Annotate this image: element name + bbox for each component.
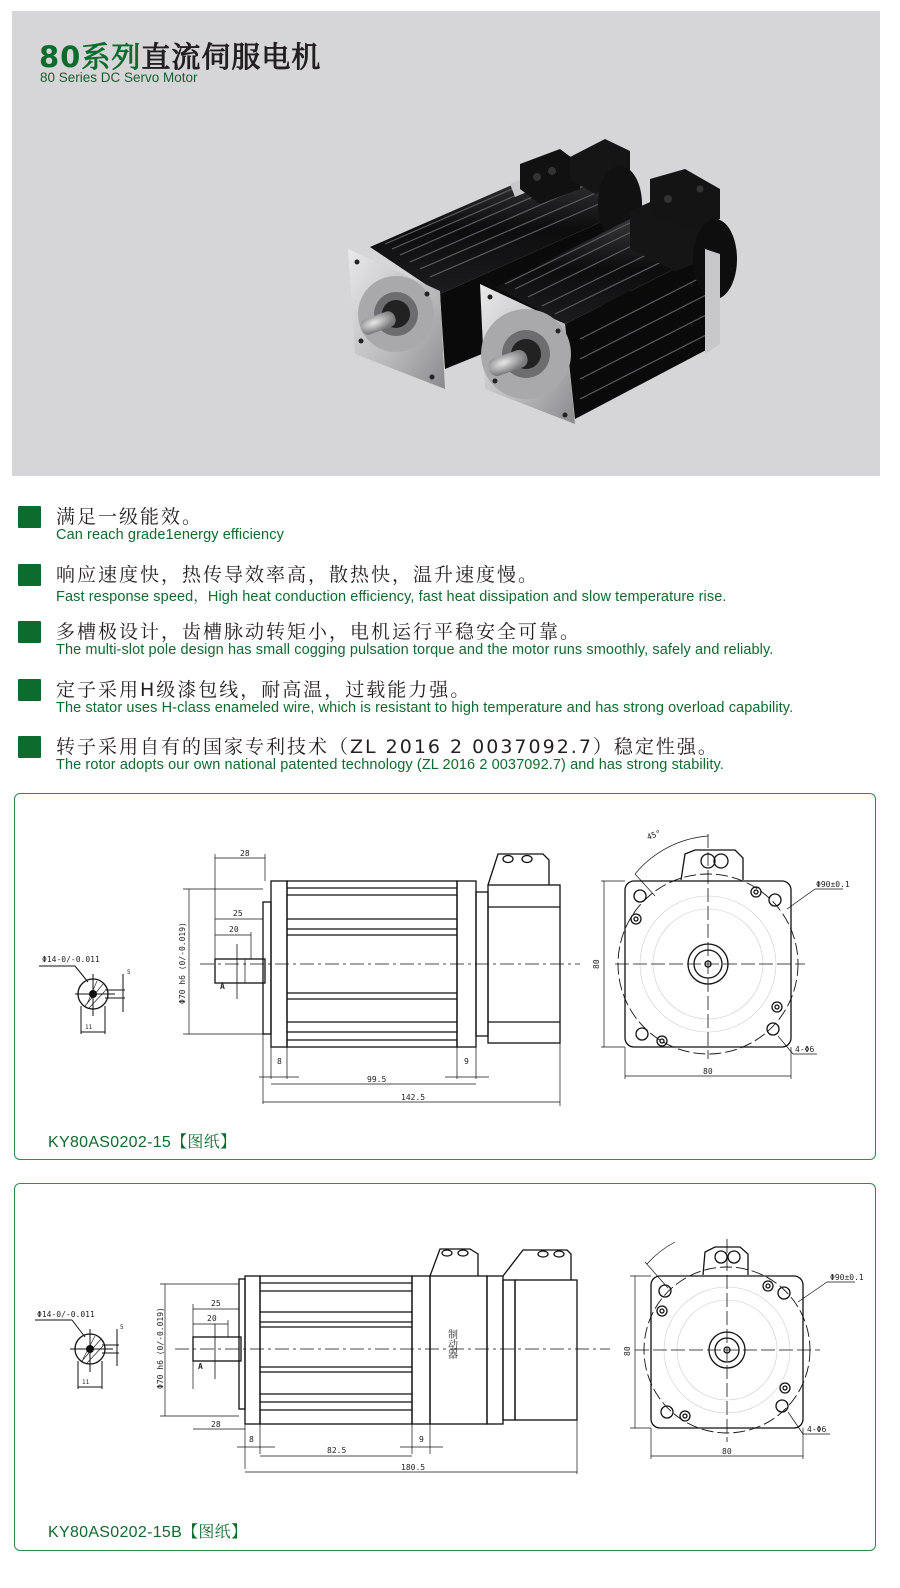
- feature-list: [18, 500, 888, 788]
- side-view-dimensions: [183, 854, 560, 1106]
- side-view: [193, 1249, 577, 1424]
- svg-text:82.5: 82.5: [327, 1446, 347, 1455]
- svg-text:180.5: 180.5: [401, 1463, 426, 1472]
- hero-banner: [12, 11, 880, 476]
- feature-cn: 响应速度快，热传导效率高，散热快，温升速度慢。: [56, 563, 540, 586]
- svg-text:5: 5: [120, 1324, 124, 1331]
- shaft-section-view: [39, 966, 125, 1034]
- feature-item: [18, 730, 888, 788]
- svg-text:Φ70 h6 (0/-0.019): Φ70 h6 (0/-0.019): [156, 1307, 165, 1389]
- side-view: [215, 854, 560, 1047]
- title-accent: 80系列: [39, 40, 142, 74]
- title-rest: 直流伺服电机: [141, 40, 322, 74]
- svg-text:20: 20: [207, 1314, 217, 1323]
- svg-text:A: A: [198, 1362, 203, 1371]
- svg-text:Φ70 h6 (0/-0.019): Φ70 h6 (0/-0.019): [178, 922, 187, 1004]
- svg-text:9: 9: [464, 1057, 469, 1066]
- dimension-labels: [37, 1273, 864, 1472]
- svg-text:Φ14-0/-0.011: Φ14-0/-0.011: [42, 955, 100, 964]
- feature-en: The stator uses H-class enameled wire, which is resistant to high temperature and has strong overload capability.: [56, 699, 794, 716]
- drawing-panel-ky80as0202-15: [14, 793, 876, 1160]
- feature-item: [18, 558, 888, 616]
- svg-text:28: 28: [240, 849, 250, 858]
- dimension-labels: [42, 828, 850, 1102]
- square-bullet-icon: [18, 736, 41, 758]
- model-label: KY80AS0202-15【图纸】: [48, 1134, 237, 1151]
- svg-text:20: 20: [229, 925, 239, 934]
- svg-text:制动器: 制动器: [445, 1329, 457, 1359]
- svg-text:80: 80: [592, 959, 601, 969]
- square-bullet-icon: [18, 564, 41, 586]
- feature-cn: 多槽极设计，齿槽脉动转矩小，电机运行平稳安全可靠。: [56, 621, 582, 643]
- svg-text:8: 8: [277, 1057, 282, 1066]
- feature-en: Can reach grade1energy efficiency: [56, 527, 284, 543]
- svg-text:25: 25: [211, 1299, 221, 1308]
- svg-text:9: 9: [419, 1435, 424, 1444]
- page-subtitle: 80 Series DC Servo Motor: [40, 70, 198, 85]
- drawing-panel-ky80as0202-15b: [14, 1183, 876, 1551]
- svg-text:11: 11: [85, 1024, 93, 1031]
- feature-item: [18, 673, 888, 731]
- svg-text:80: 80: [722, 1447, 732, 1456]
- feature-cn: 定子采用H级漆包线，耐高温，过载能力强。: [56, 678, 472, 701]
- feature-item: [18, 500, 888, 558]
- feature-en: The multi-slot pole design has small cogging pulsation torque and the motor runs smoothly, safely and reliably.: [56, 642, 774, 658]
- motor-product-image: [330, 119, 750, 439]
- feature-cn: 转子采用自有的国家专利技术（ZL 2016 2 0037092.7）稳定性强。: [56, 736, 719, 758]
- svg-text:11: 11: [82, 1379, 90, 1386]
- svg-text:45°: 45°: [645, 828, 663, 842]
- svg-text:142.5: 142.5: [401, 1093, 426, 1102]
- svg-text:A: A: [220, 982, 225, 991]
- feature-cn: 满足一级能效。: [56, 506, 204, 528]
- model-label: KY80AS0202-15B【图纸】: [48, 1524, 248, 1541]
- svg-text:99.5: 99.5: [367, 1075, 387, 1084]
- feature-en: The rotor adopts our own national patented technology (ZL 2016 2 0037092.7) and has strong stability.: [56, 757, 724, 773]
- front-view-dimensions: [601, 836, 843, 1079]
- technical-drawing: [15, 1184, 877, 1552]
- svg-text:5: 5: [127, 969, 131, 976]
- svg-text:Φ90±0.1: Φ90±0.1: [830, 1273, 864, 1282]
- feature-en: Fast response speed，High heat conduction efficiency, fast heat dissipation and slow temperature rise.: [56, 588, 727, 605]
- shaft-section-view: [35, 1320, 119, 1389]
- svg-text:8: 8: [249, 1435, 254, 1444]
- square-bullet-icon: [18, 679, 41, 701]
- square-bullet-icon: [18, 506, 41, 528]
- square-bullet-icon: [18, 621, 41, 643]
- svg-text:Φ14-0/-0.011: Φ14-0/-0.011: [37, 1310, 95, 1319]
- svg-text:Φ90±0.1: Φ90±0.1: [816, 880, 850, 889]
- technical-drawing: [15, 794, 877, 1161]
- svg-text:4-Φ6: 4-Φ6: [807, 1425, 827, 1434]
- svg-text:80: 80: [703, 1067, 713, 1076]
- svg-text:4-Φ6: 4-Φ6: [795, 1045, 815, 1054]
- svg-text:25: 25: [233, 909, 243, 918]
- feature-item: [18, 615, 888, 673]
- svg-text:80: 80: [623, 1346, 632, 1356]
- svg-text:28: 28: [211, 1420, 221, 1429]
